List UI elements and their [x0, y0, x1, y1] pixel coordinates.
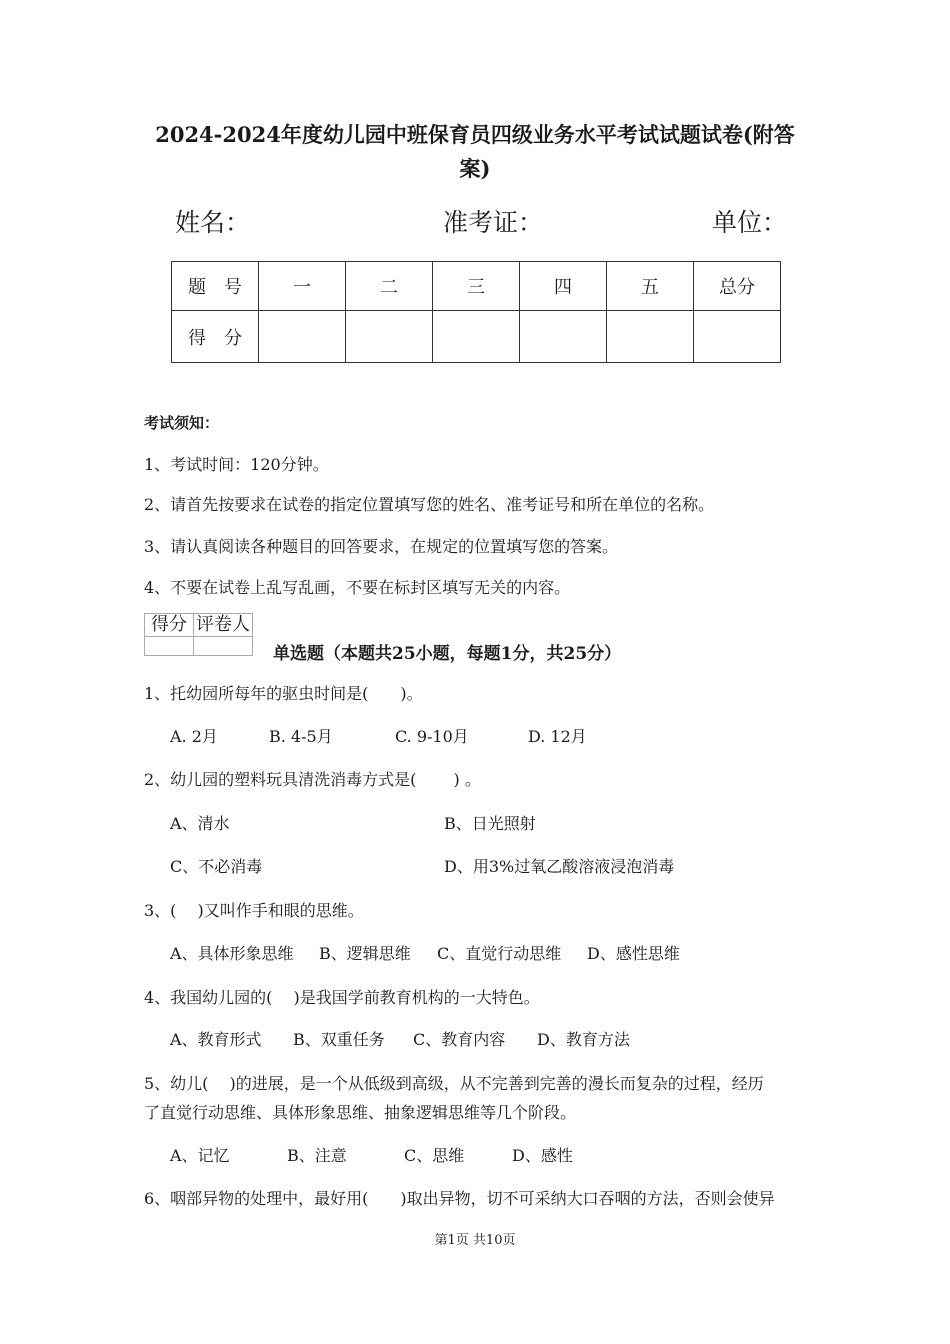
question-text: 5、幼儿( )的进展，是一个从低级到高级，从不完善到完善的漫长而复杂的过程，经历: [144, 1074, 764, 1093]
option-c[interactable]: C、教育内容: [413, 1030, 506, 1049]
score-cell-4: 四: [520, 262, 607, 311]
score-table-value-row: [172, 311, 781, 363]
question-text: 6、咽部异物的处理中，最好用( )取出异物，切不可采纳大口吞咽的方法，否则会使异: [144, 1189, 775, 1208]
score-cell-5: 五: [607, 262, 694, 311]
notice-item: 4、不要在试卷上乱写乱画，不要在标封区填写无关的内容。: [144, 578, 571, 597]
score-cell-total: 总分: [694, 262, 781, 311]
grader-reviewer-label: 评卷人: [194, 614, 253, 637]
page-title-continued: 案): [459, 156, 491, 181]
name-label: 姓名：: [175, 208, 251, 237]
option-c[interactable]: C. 9-10月: [395, 727, 469, 746]
section-heading: 单选题（本题共25小题，每题1分，共25分）: [273, 644, 622, 664]
option-b[interactable]: B、日光照射: [444, 814, 536, 833]
unit-label: 单位：: [712, 208, 788, 237]
question-text-continued: 了直觉行动思维、具体形象思维、抽象逻辑思维等几个阶段。: [144, 1103, 577, 1122]
option-a[interactable]: A、清水: [170, 814, 230, 833]
question-text: 3、( )又叫作手和眼的思维。: [144, 901, 364, 920]
score-cell-label: 题 号: [172, 262, 259, 311]
notice-item: 3、请认真阅读各种题目的回答要求，在规定的位置填写您的答案。: [144, 537, 619, 556]
score-row-label: 得 分: [172, 311, 259, 363]
question-text: 1、托幼园所每年的驱虫时间是( )。: [144, 684, 423, 703]
score-input-3[interactable]: [433, 311, 520, 363]
score-cell-3: 三: [433, 262, 520, 311]
option-c[interactable]: C、不必消毒: [170, 857, 263, 876]
grader-score-label: 得分: [145, 614, 194, 637]
question-text: 4、我国幼儿园的( )是我国学前教育机构的一大特色。: [144, 988, 540, 1007]
score-cell-2: 二: [346, 262, 433, 311]
score-cell-1: 一: [259, 262, 346, 311]
notice-item: 2、请首先按要求在试卷的指定位置填写您的姓名、准考证号和所在单位的名称。: [144, 495, 715, 514]
option-d[interactable]: D、感性: [512, 1146, 573, 1165]
score-table-header-row: [172, 262, 781, 311]
score-input-total[interactable]: [694, 311, 781, 363]
score-input-4[interactable]: [520, 311, 607, 363]
page-title: 2024-2024年度幼儿园中班保育员四级业务水平考试试题试卷(附答: [155, 122, 795, 147]
notice-item: 1、考试时间：120分钟。: [144, 455, 329, 474]
page-footer: 第1页 共10页: [434, 1233, 516, 1248]
option-a[interactable]: A、记忆: [170, 1146, 230, 1165]
score-input-1[interactable]: [259, 311, 346, 363]
option-d[interactable]: D、教育方法: [537, 1030, 630, 1049]
option-c[interactable]: C、思维: [404, 1146, 465, 1165]
option-a[interactable]: A、具体形象思维: [170, 944, 294, 963]
grader-score-input[interactable]: [145, 637, 194, 656]
score-input-5[interactable]: [607, 311, 694, 363]
exam-id-label: 准考证：: [443, 208, 544, 237]
score-table: [171, 261, 781, 363]
option-b[interactable]: B、逻辑思维: [319, 944, 411, 963]
grader-box: [144, 613, 253, 656]
option-a[interactable]: A. 2月: [170, 727, 218, 746]
option-b[interactable]: B、双重任务: [293, 1030, 385, 1049]
score-input-2[interactable]: [346, 311, 433, 363]
option-d[interactable]: D、用3%过氧乙酸溶液浸泡消毒: [444, 857, 675, 876]
notice-heading: 考试须知：: [144, 414, 220, 432]
option-a[interactable]: A、教育形式: [170, 1030, 262, 1049]
option-b[interactable]: B、注意: [287, 1146, 347, 1165]
option-d[interactable]: D、感性思维: [587, 944, 680, 963]
option-d[interactable]: D. 12月: [528, 727, 587, 746]
option-c[interactable]: C、直觉行动思维: [437, 944, 562, 963]
option-b[interactable]: B. 4-5月: [269, 727, 333, 746]
question-text: 2、幼儿园的塑料玩具清洗消毒方式是( ) 。: [144, 770, 481, 789]
grader-reviewer-input[interactable]: [194, 637, 253, 656]
